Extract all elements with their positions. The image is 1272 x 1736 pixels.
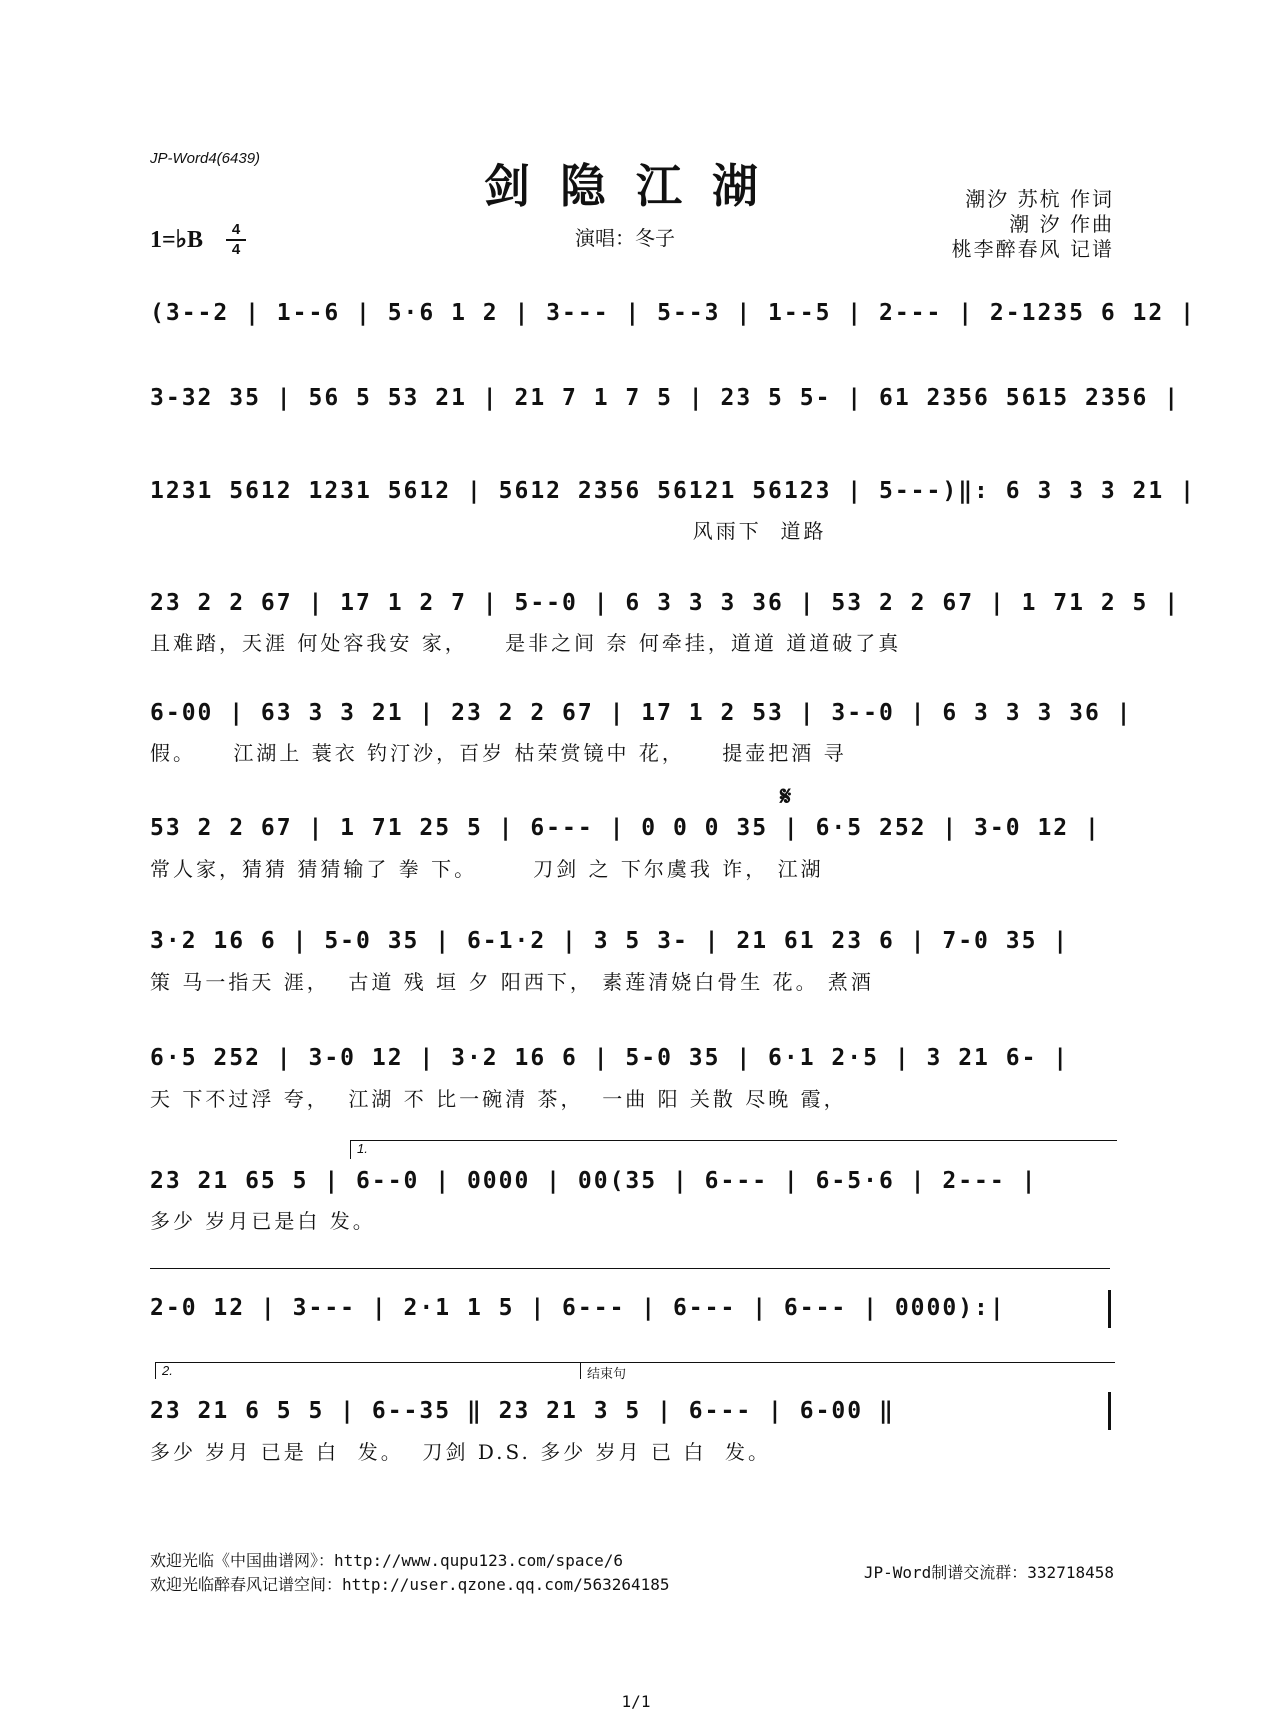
generator-label: JP-Word4(6439) — [150, 150, 261, 167]
page-number: 1/1 — [621, 1692, 651, 1711]
lyric-row: 假。 江湖上 蓑衣 钓汀沙，百岁 枯荣赏镜中 花， 提壶把酒 寻 — [150, 741, 847, 765]
qq-group: JP-Word制谱交流群：332718458 — [863, 1563, 1114, 1582]
notation-row: 3·2 16 6 | 5-0 35 | 6-1·2 | 3 5 3- | 21 61 23 6 | 7-0 35 | — [150, 928, 1070, 954]
ending-bracket: 结束句 — [580, 1362, 1115, 1379]
lyric-row: 风雨下 道路 — [150, 519, 827, 543]
final-barline — [1108, 1392, 1111, 1430]
notation-row: 1231 5612 1231 5612 | 5612 2356 56121 56123 | 5---)‖: 6 3 3 3 21 | — [150, 478, 1196, 504]
segno-sign: 𝄋 — [780, 782, 792, 812]
lyric-row: 且难踏，天涯 何处容我安 家， 是非之间 奈 何牵挂，道道 道道破了真 — [150, 631, 902, 655]
notation-row: 6-00 | 63 3 3 21 | 23 2 2 67 | 17 1 2 53 | 3--0 | 6 3 3 3 36 | — [150, 700, 1133, 726]
time-signature — [226, 222, 246, 258]
lyric-row: 策 马一指天 涯， 古道 残 垣 夕 阳西下， 素莲清娆白骨生 花。 煮酒 — [150, 970, 874, 994]
time-sig-top: 4 — [231, 221, 241, 238]
notation-row: 23 2 2 67 | 17 1 2 7 | 5--0 | 6 3 3 3 36 | 53 2 2 67 | 1 71 2 5 | — [150, 590, 1181, 616]
lyric-row: 多少 岁月 已是 白 发。 刀剑 D.S. 多少 岁月 已 白 发。 — [150, 1440, 772, 1464]
lyric-row: 天 下不过浮 夸， 江湖 不 比一碗清 茶， 一曲 阳 关散 尽晚 霞， — [150, 1087, 847, 1111]
volta-2-bracket: 2. — [155, 1362, 582, 1379]
time-sig-bottom: 4 — [231, 241, 241, 258]
song-title: 剑隐江湖 — [484, 159, 788, 213]
footer-line-1: 欢迎光临《中国曲谱网》：http://www.qupu123.com/space/6 — [150, 1551, 623, 1570]
lyricist: 潮汐 苏杭 作词 — [965, 187, 1114, 211]
notation-row: 2-0 12 | 3--- | 2·1 1 5 | 6--- | 6--- | 6--- | 0000):| — [150, 1295, 1006, 1321]
notation-row: 3-32 35 | 56 5 53 21 | 21 7 1 7 5 | 23 5 5- | 61 2356 5615 2356 | — [150, 385, 1181, 411]
notation-row: 23 21 65 5 | 6--0 | 0000 | 00(35 | 6--- | 6-5·6 | 2--- | — [150, 1168, 1038, 1194]
volta-1-continuation — [150, 1268, 1110, 1269]
singer: 演唱：冬子 — [575, 226, 675, 250]
notation-row: 6·5 252 | 3-0 12 | 3·2 16 6 | 5-0 35 | 6·1 2·5 | 3 21 6- | — [150, 1045, 1070, 1071]
notation-row: 23 21 6 5 5 | 6--35 ‖ 23 21 3 5 | 6--- | 6-00 ‖ — [150, 1398, 895, 1424]
lyric-row: 多少 岁月已是白 发。 — [150, 1209, 376, 1233]
volta-1-bracket: 1. — [350, 1140, 1117, 1159]
notation-row: 53 2 2 67 | 1 71 25 5 | 6--- | 0 0 0 35 | 6·5 252 | 3-0 12 | — [150, 815, 1101, 841]
repeat-end-barline — [1108, 1290, 1111, 1328]
transcriber: 桃李醉春风 记谱 — [951, 237, 1114, 261]
lyric-row: 常人家，猜猜 猜猜输了 拳 下。 刀剑 之 下尔虞我 诈， 江湖 — [150, 857, 824, 881]
footer-line-2: 欢迎光临醉春风记谱空间：http://user.qzone.qq.com/563264185 — [150, 1575, 670, 1594]
key-signature: 1=♭B — [150, 227, 204, 253]
notation-row: (3--2 | 1--6 | 5·6 1 2 | 3--- | 5--3 | 1--5 | 2--- | 2-1235 6 12 | — [150, 300, 1196, 326]
composer: 潮 汐 作曲 — [1009, 212, 1114, 236]
